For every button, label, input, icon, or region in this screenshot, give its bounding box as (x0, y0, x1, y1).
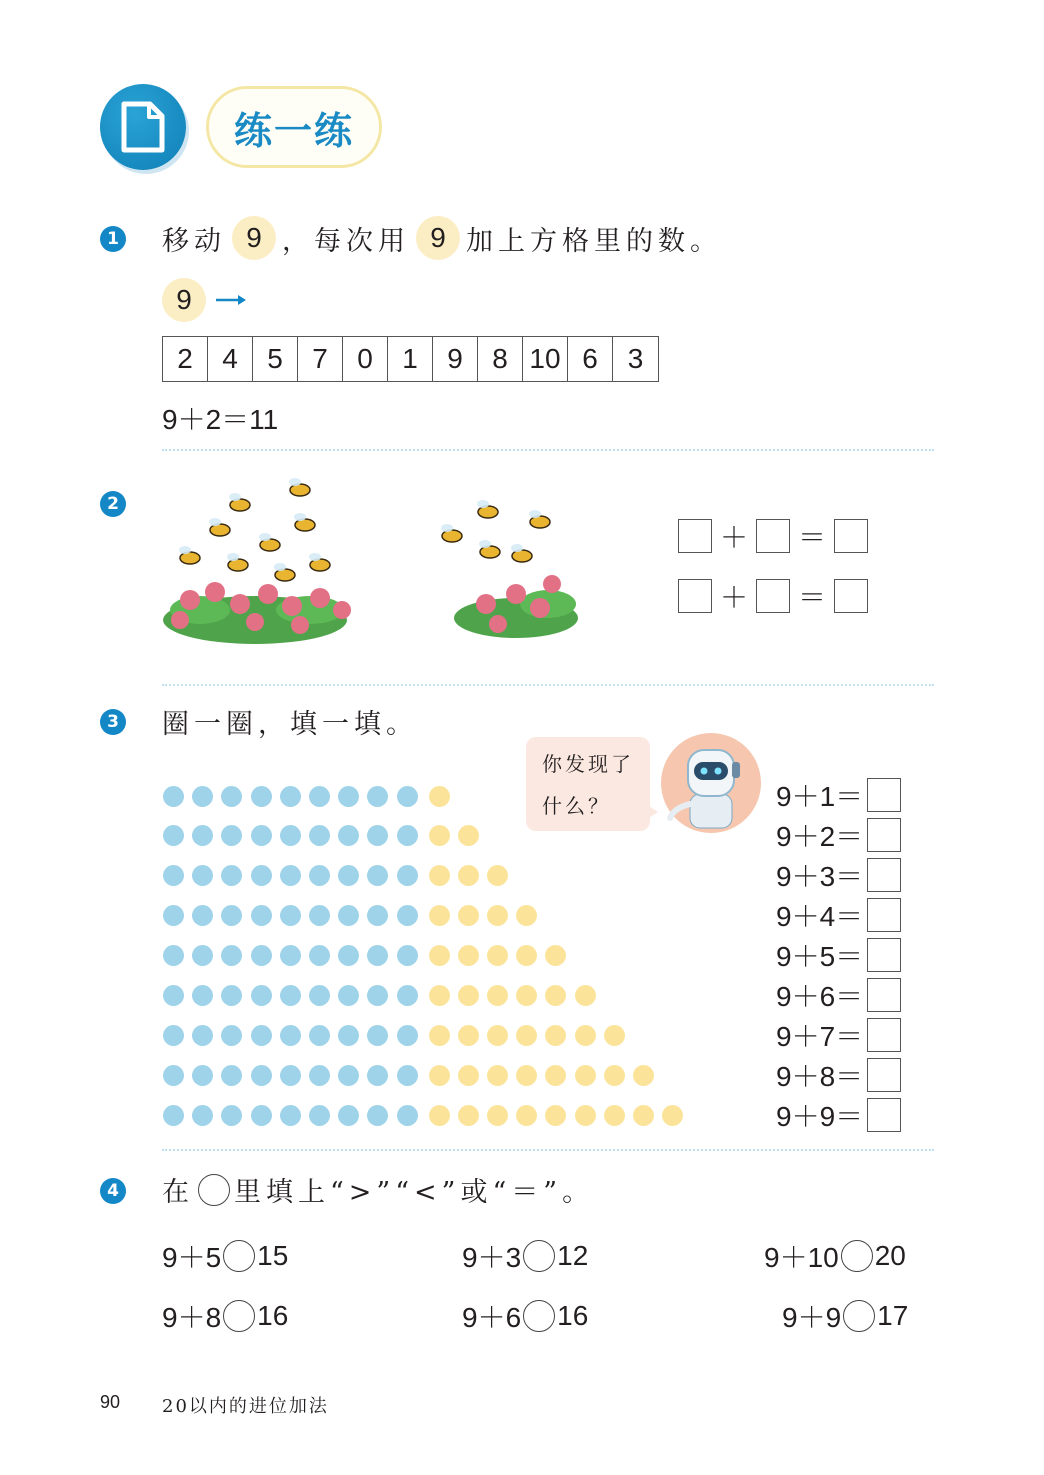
blue-dot[interactable] (251, 905, 272, 926)
blue-dot[interactable] (192, 1025, 213, 1046)
yellow-dot[interactable] (487, 1065, 508, 1086)
blue-dot[interactable] (309, 945, 330, 966)
blue-dot[interactable] (163, 905, 184, 926)
strip-cell[interactable]: 10 (523, 337, 568, 381)
q3-equation-row (776, 778, 901, 812)
blue-dot[interactable] (338, 1105, 359, 1126)
answer-box[interactable] (678, 579, 712, 613)
blue-dot[interactable] (251, 1105, 272, 1126)
yellow-dot[interactable] (604, 1025, 625, 1046)
blue-dot[interactable] (163, 825, 184, 846)
blue-dot[interactable] (280, 1105, 301, 1126)
question-number-3: 3 (100, 709, 126, 735)
q3-equation-row (776, 1098, 901, 1132)
comparison-circle[interactable] (843, 1300, 875, 1332)
blue-dot[interactable] (192, 1105, 213, 1126)
blue-dot[interactable] (280, 905, 301, 926)
blue-dot[interactable] (338, 945, 359, 966)
blue-dot[interactable] (163, 985, 184, 1006)
comparison-right: 16 (557, 1300, 589, 1331)
comparison-item (462, 1296, 588, 1336)
blue-dot[interactable] (163, 1105, 184, 1126)
strip-cell[interactable]: 6 (568, 337, 613, 381)
blue-dot[interactable] (251, 786, 272, 807)
answer-box[interactable] (867, 938, 901, 972)
yellow-dot[interactable] (516, 1065, 537, 1086)
q4-instruction-text: 在 (162, 1177, 194, 1208)
blue-dot[interactable] (367, 865, 388, 886)
blue-dot[interactable] (280, 1025, 301, 1046)
plus-sign: ＋ (720, 522, 749, 553)
q1-instruction-text: 移动 (162, 225, 226, 257)
comparison-circle[interactable] (841, 1240, 873, 1272)
comparison-item (764, 1236, 906, 1276)
section-divider (162, 1149, 934, 1151)
yellow-dot[interactable] (575, 1105, 596, 1126)
answer-box[interactable] (756, 519, 790, 553)
yellow-dot[interactable] (604, 1105, 625, 1126)
yellow-dot[interactable] (458, 865, 479, 886)
comparison-left: 9＋8 (162, 1302, 222, 1333)
blue-dot[interactable] (221, 1025, 242, 1046)
bee-group (180, 484, 330, 581)
blue-dot[interactable] (309, 1065, 330, 1086)
answer-box[interactable] (867, 978, 901, 1012)
blue-dot[interactable] (280, 1065, 301, 1086)
comparison-left: 9＋3 (462, 1242, 522, 1273)
comparison-left: 9＋5 (162, 1242, 222, 1273)
comparison-item (462, 1236, 588, 1276)
comparison-circle[interactable] (523, 1240, 555, 1272)
q2-equation-2 (678, 576, 868, 616)
blue-dot[interactable] (367, 1105, 388, 1126)
comparison-item (162, 1236, 288, 1276)
blue-dot[interactable] (397, 865, 418, 886)
speech-bubble-tail (640, 800, 658, 824)
bees-flowers-illustration-large (160, 470, 360, 650)
blue-dot[interactable] (163, 865, 184, 886)
yellow-dot[interactable] (487, 985, 508, 1006)
blue-dot[interactable] (251, 825, 272, 846)
q3-instruction: 圈一圈，填一填。 (162, 709, 418, 740)
yellow-dot[interactable] (633, 1065, 654, 1086)
dot-row (163, 1064, 662, 1086)
blue-dot[interactable] (338, 905, 359, 926)
yellow-dot[interactable] (458, 825, 479, 846)
blue-dot[interactable] (192, 865, 213, 886)
blue-dot[interactable] (163, 945, 184, 966)
yellow-dot[interactable] (429, 985, 450, 1006)
yellow-dot[interactable] (458, 1025, 479, 1046)
comparison-right: 15 (257, 1240, 289, 1271)
strip-cell[interactable]: 4 (208, 337, 253, 381)
q3-equation-row (776, 978, 901, 1012)
dot-row (163, 1104, 691, 1126)
blue-dot[interactable] (280, 865, 301, 886)
flower-bush (454, 575, 578, 638)
q3-equation-row (776, 1018, 901, 1052)
blue-dot[interactable] (338, 1025, 359, 1046)
answer-box[interactable] (867, 818, 901, 852)
dot-row (163, 904, 545, 926)
blue-dot[interactable] (338, 985, 359, 1006)
comparison-circle[interactable] (523, 1300, 555, 1332)
q1-instruction (162, 216, 722, 260)
yellow-dot[interactable] (575, 985, 596, 1006)
answer-box[interactable] (834, 519, 868, 553)
blue-dot[interactable] (338, 1065, 359, 1086)
yellow-dot[interactable] (545, 1105, 566, 1126)
yellow-dot[interactable] (487, 1025, 508, 1046)
q1-highlight-number: 9 (416, 216, 460, 260)
comparison-left: 9＋10 (764, 1242, 839, 1273)
blue-dot[interactable] (309, 1105, 330, 1126)
comparison-circle[interactable] (223, 1240, 255, 1272)
answer-box[interactable] (867, 1018, 901, 1052)
q4-instruction (162, 1170, 594, 1209)
blue-dot[interactable] (221, 985, 242, 1006)
strip-cell[interactable]: 7 (298, 337, 343, 381)
equation-text: 9＋4＝ (776, 901, 864, 932)
yellow-dot[interactable] (487, 945, 508, 966)
blue-dot[interactable] (221, 1065, 242, 1086)
blue-dot[interactable] (397, 945, 418, 966)
yellow-dot[interactable] (516, 1025, 537, 1046)
yellow-dot[interactable] (487, 1105, 508, 1126)
yellow-dot[interactable] (545, 1025, 566, 1046)
yellow-dot[interactable] (429, 905, 450, 926)
equation-text: 9＋2＝ (776, 821, 864, 852)
blue-dot[interactable] (309, 1025, 330, 1046)
answer-box[interactable] (678, 519, 712, 553)
yellow-dot[interactable] (516, 1105, 537, 1126)
blue-dot[interactable] (367, 825, 388, 846)
bubble-line-1: 你发现了 (542, 752, 634, 776)
dot-row (163, 944, 575, 966)
bubble-line-2: 什么？ (542, 794, 611, 818)
answer-box[interactable] (867, 858, 901, 892)
page-title: 练一练 (206, 86, 382, 168)
blue-dot[interactable] (338, 786, 359, 807)
equation-text: 9＋8＝ (776, 1061, 864, 1092)
answer-box[interactable] (867, 898, 901, 932)
q2-equation-1 (678, 516, 868, 556)
blue-dot[interactable] (251, 1065, 272, 1086)
blue-dot[interactable] (309, 825, 330, 846)
flower-bush (163, 582, 351, 644)
blue-dot[interactable] (338, 865, 359, 886)
yellow-dot[interactable] (458, 1065, 479, 1086)
blue-dot[interactable] (367, 1025, 388, 1046)
q1-highlight-number: 9 (232, 216, 276, 260)
q3-equation-row (776, 858, 901, 892)
bees-flowers-illustration-small (428, 492, 584, 642)
yellow-dot[interactable] (516, 905, 537, 926)
dot-row (163, 1024, 633, 1046)
chapter-title: 20以内的进位加法 (162, 1396, 329, 1417)
blue-dot[interactable] (367, 786, 388, 807)
comparison-left: 9＋6 (462, 1302, 522, 1333)
dot-row (163, 864, 516, 886)
strip-cell[interactable]: 5 (253, 337, 298, 381)
equation-text: 9＋3＝ (776, 861, 864, 892)
yellow-dot[interactable] (429, 1065, 450, 1086)
q4-instruction-text: 里填上“>”“<”或“＝”。 (234, 1177, 595, 1208)
blue-dot[interactable] (221, 945, 242, 966)
yellow-dot[interactable] (575, 1065, 596, 1086)
blue-dot[interactable] (192, 905, 213, 926)
blue-dot[interactable] (309, 985, 330, 1006)
comparison-right: 17 (877, 1300, 909, 1331)
yellow-dot[interactable] (429, 945, 450, 966)
circle-symbol-icon (198, 1174, 230, 1206)
q3-equation-row (776, 938, 901, 972)
blue-dot[interactable] (309, 905, 330, 926)
q3-equation-row (776, 1058, 901, 1092)
comparison-item (162, 1296, 288, 1336)
page-number: 90 (100, 1392, 121, 1412)
number-strip (162, 336, 659, 382)
yellow-dot[interactable] (458, 905, 479, 926)
answer-box[interactable] (867, 1058, 901, 1092)
blue-dot[interactable] (397, 1105, 418, 1126)
comparison-right: 20 (874, 1240, 906, 1271)
yellow-dot[interactable] (429, 1105, 450, 1126)
yellow-dot[interactable] (516, 945, 537, 966)
yellow-dot[interactable] (516, 985, 537, 1006)
robot-icon (660, 732, 762, 834)
strip-cell[interactable]: 9 (433, 337, 478, 381)
comparison-right: 12 (557, 1240, 589, 1271)
blue-dot[interactable] (367, 905, 388, 926)
q1-instruction-text: 加上方格里的数。 (466, 225, 722, 257)
blue-dot[interactable] (309, 786, 330, 807)
yellow-dot[interactable] (545, 945, 566, 966)
dot-row (163, 785, 458, 807)
blue-dot[interactable] (367, 1065, 388, 1086)
equals-sign: ＝ (798, 582, 827, 613)
blue-dot[interactable] (251, 1025, 272, 1046)
document-icon (100, 84, 186, 170)
blue-dot[interactable] (280, 985, 301, 1006)
q1-example-equation: 9＋2＝11 (162, 404, 279, 435)
strip-cell[interactable]: 1 (388, 337, 433, 381)
blue-dot[interactable] (163, 1065, 184, 1086)
yellow-dot[interactable] (458, 985, 479, 1006)
blue-dot[interactable] (221, 786, 242, 807)
yellow-dot[interactable] (429, 1025, 450, 1046)
yellow-dot[interactable] (662, 1105, 683, 1126)
blue-dot[interactable] (338, 825, 359, 846)
yellow-dot[interactable] (458, 945, 479, 966)
blue-dot[interactable] (251, 865, 272, 886)
equation-text: 9＋5＝ (776, 941, 864, 972)
blue-dot[interactable] (163, 1025, 184, 1046)
blue-dot[interactable] (221, 905, 242, 926)
equals-sign: ＝ (798, 522, 827, 553)
answer-box[interactable] (867, 1098, 901, 1132)
blue-dot[interactable] (221, 1105, 242, 1126)
question-number-4: 4 (100, 1178, 126, 1204)
section-divider (162, 684, 934, 686)
yellow-dot[interactable] (429, 865, 450, 886)
q1-mover (162, 278, 248, 322)
equation-text: 9＋7＝ (776, 1021, 864, 1052)
strip-cell[interactable]: 2 (163, 337, 208, 381)
question-number-2: 2 (100, 491, 126, 517)
blue-dot[interactable] (163, 786, 184, 807)
dot-row (163, 984, 604, 1006)
plus-sign: ＋ (720, 582, 749, 613)
blue-dot[interactable] (309, 865, 330, 886)
speech-bubble (526, 737, 650, 831)
blue-dot[interactable] (280, 825, 301, 846)
yellow-dot[interactable] (487, 865, 508, 886)
yellow-dot[interactable] (575, 1025, 596, 1046)
yellow-dot[interactable] (545, 1065, 566, 1086)
blue-dot[interactable] (192, 985, 213, 1006)
yellow-dot[interactable] (604, 1065, 625, 1086)
blue-dot[interactable] (397, 825, 418, 846)
dot-row (163, 824, 487, 846)
blue-dot[interactable] (251, 985, 272, 1006)
blue-dot[interactable] (397, 1025, 418, 1046)
comparison-circle[interactable] (223, 1300, 255, 1332)
q3-equation-row (776, 818, 901, 852)
yellow-dot[interactable] (633, 1105, 654, 1126)
yellow-dot[interactable] (487, 905, 508, 926)
equation-text: 9＋6＝ (776, 981, 864, 1012)
q1-instruction-text: ，每次用 (282, 225, 410, 257)
blue-dot[interactable] (367, 945, 388, 966)
right-arrow-icon (214, 293, 248, 307)
comparison-left: 9＋9 (782, 1302, 842, 1333)
blue-dot[interactable] (397, 985, 418, 1006)
blue-dot[interactable] (397, 1065, 418, 1086)
strip-cell[interactable]: 3 (627, 343, 644, 374)
answer-box[interactable] (756, 579, 790, 613)
blue-dot[interactable] (251, 945, 272, 966)
section-divider (162, 449, 934, 451)
strip-cell[interactable]: 8 (478, 337, 523, 381)
document-badge (100, 84, 186, 170)
blue-dot[interactable] (397, 786, 418, 807)
blue-dot[interactable] (221, 865, 242, 886)
answer-box[interactable] (867, 778, 901, 812)
blue-dot[interactable] (280, 945, 301, 966)
yellow-dot[interactable] (429, 786, 450, 807)
q3-equation-row (776, 898, 901, 932)
question-number-1: 1 (100, 226, 126, 252)
blue-dot[interactable] (192, 1065, 213, 1086)
blue-dot[interactable] (192, 945, 213, 966)
equation-text: 9＋9＝ (776, 1101, 864, 1132)
mover-number: 9 (162, 278, 206, 322)
comparison-right: 16 (257, 1300, 289, 1331)
comparison-item (782, 1296, 908, 1336)
yellow-dot[interactable] (458, 1105, 479, 1126)
yellow-dot[interactable] (429, 825, 450, 846)
blue-dot[interactable] (192, 786, 213, 807)
equation-text: 9＋1＝ (776, 781, 864, 812)
answer-box[interactable] (834, 579, 868, 613)
blue-dot[interactable] (221, 825, 242, 846)
blue-dot[interactable] (397, 905, 418, 926)
blue-dot[interactable] (192, 825, 213, 846)
blue-dot[interactable] (280, 786, 301, 807)
blue-dot[interactable] (367, 985, 388, 1006)
strip-cell[interactable]: 0 (343, 337, 388, 381)
yellow-dot[interactable] (545, 985, 566, 1006)
